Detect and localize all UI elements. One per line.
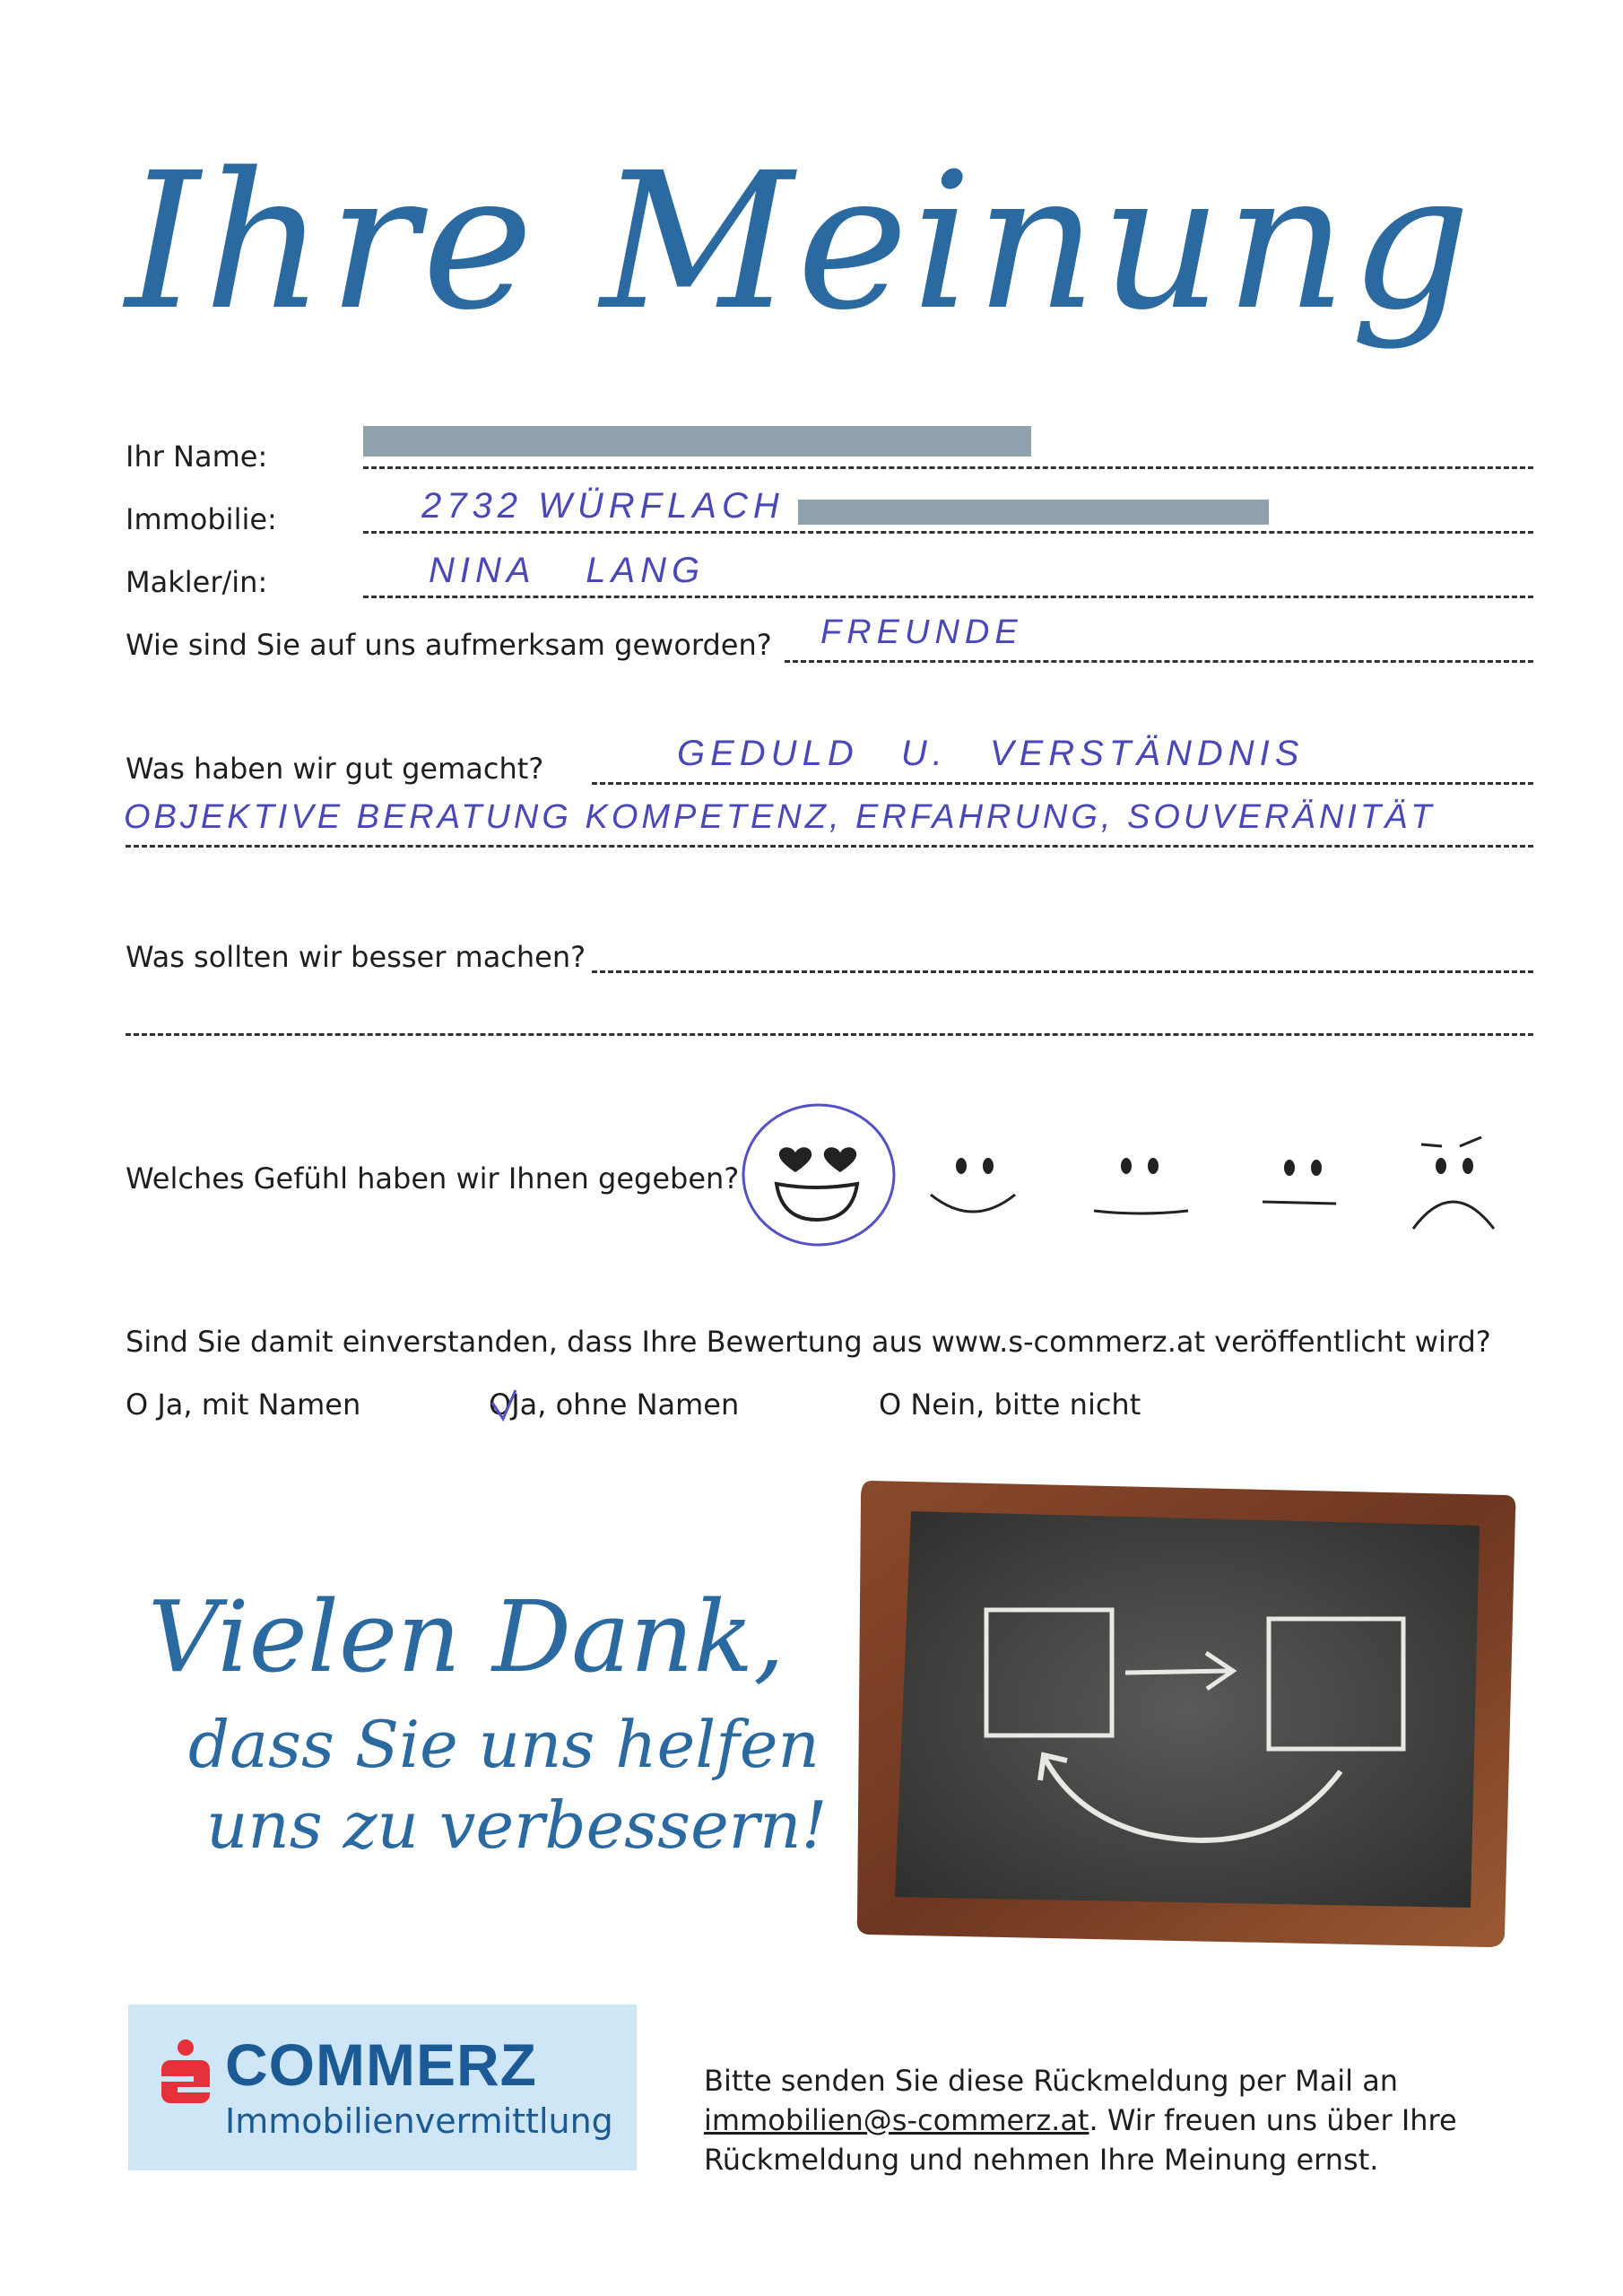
agent-line: [363, 596, 1533, 598]
agent-label: Makler/in:: [126, 565, 268, 599]
footer-text: [704, 2061, 1511, 2179]
sad-face-icon[interactable]: [1413, 1137, 1494, 1229]
property-line: [363, 531, 1533, 534]
consent-option-without-name-label: Ja, ohne Namen: [511, 1387, 740, 1422]
referral-value: FREUNDE: [820, 613, 1023, 651]
consent-option-without-name[interactable]: [489, 1387, 739, 1422]
better-label: Was sollten wir besser machen?: [126, 940, 586, 974]
thanks-line-2: dass Sie uns helfen: [188, 1707, 820, 1782]
sparkasse-s-icon: [160, 2039, 212, 2105]
footer-line-3: Rückmeldung und nehmen Ihre Meinung ernst.: [704, 2143, 1379, 2177]
better-line-1: [592, 970, 1533, 973]
thanks-line-3: uns zu verbessern!: [206, 1787, 828, 1863]
name-line: [363, 466, 1533, 469]
footer-line-2-text: . Wir freuen uns über Ihre: [1089, 2103, 1457, 2137]
footer-line-2: [704, 2100, 1511, 2140]
consent-option-no[interactable]: O Nein, bitte nicht: [879, 1387, 1141, 1422]
neutral-face-icon[interactable]: [1263, 1160, 1336, 1204]
feeling-scale: [726, 1085, 1533, 1256]
feeling-label: Welches Gefühl haben wir Ihnen gegeben?: [126, 1161, 740, 1196]
property-redaction: [798, 500, 1269, 525]
referral-line: [785, 660, 1533, 663]
referral-label: Wie sind Sie auf uns aufmerksam geworden?: [126, 628, 772, 662]
good-line-1: [592, 782, 1533, 785]
check-mark-icon: [489, 1388, 525, 1424]
chalkboard-image: [852, 1475, 1520, 1951]
good-label: Was haben wir gut gemacht?: [126, 752, 544, 786]
good-line-2: [126, 845, 1533, 848]
good-value-1: GEDULD U. VERSTÄNDNIS: [677, 734, 1305, 773]
property-value: 2732 WÜRFLACH: [421, 486, 785, 526]
property-label: Immobilie:: [126, 502, 277, 536]
logo-brand: COMMERZ: [225, 2031, 537, 2098]
name-label: Ihr Name:: [126, 439, 268, 474]
better-line-2: [126, 1033, 1533, 1036]
commerz-logo: [128, 2005, 637, 2170]
consent-option-mark: O: [489, 1387, 512, 1422]
page-title: Ihre Meinung: [126, 132, 1475, 352]
thanks-line-1: Vielen Dank,: [148, 1579, 785, 1694]
agent-value: NINA LANG: [429, 551, 706, 590]
good-value-2: OBJEKTIVE BERATUNG KOMPETENZ, ERFAHRUNG, SOUVERÄNITÄT: [124, 798, 1436, 836]
email-link[interactable]: immobilien@s-commerz.at: [704, 2103, 1089, 2137]
consent-option-with-name[interactable]: O Ja, mit Namen: [126, 1387, 361, 1422]
name-redaction: [363, 426, 1031, 457]
heart-eyes-face-icon[interactable]: [743, 1105, 894, 1245]
consent-question: Sind Sie damit einverstanden, dass Ihre Bewertung aus www.s-commerz.at veröffentlicht wird?: [126, 1325, 1491, 1359]
happy-face-icon[interactable]: [931, 1158, 1015, 1212]
logo-sub: Immobilienvermittlung: [225, 2101, 613, 2141]
neutral-smile-face-icon[interactable]: [1094, 1158, 1188, 1213]
footer-line-1: Bitte senden Sie diese Rückmeldung per Mail an: [704, 2064, 1399, 2098]
